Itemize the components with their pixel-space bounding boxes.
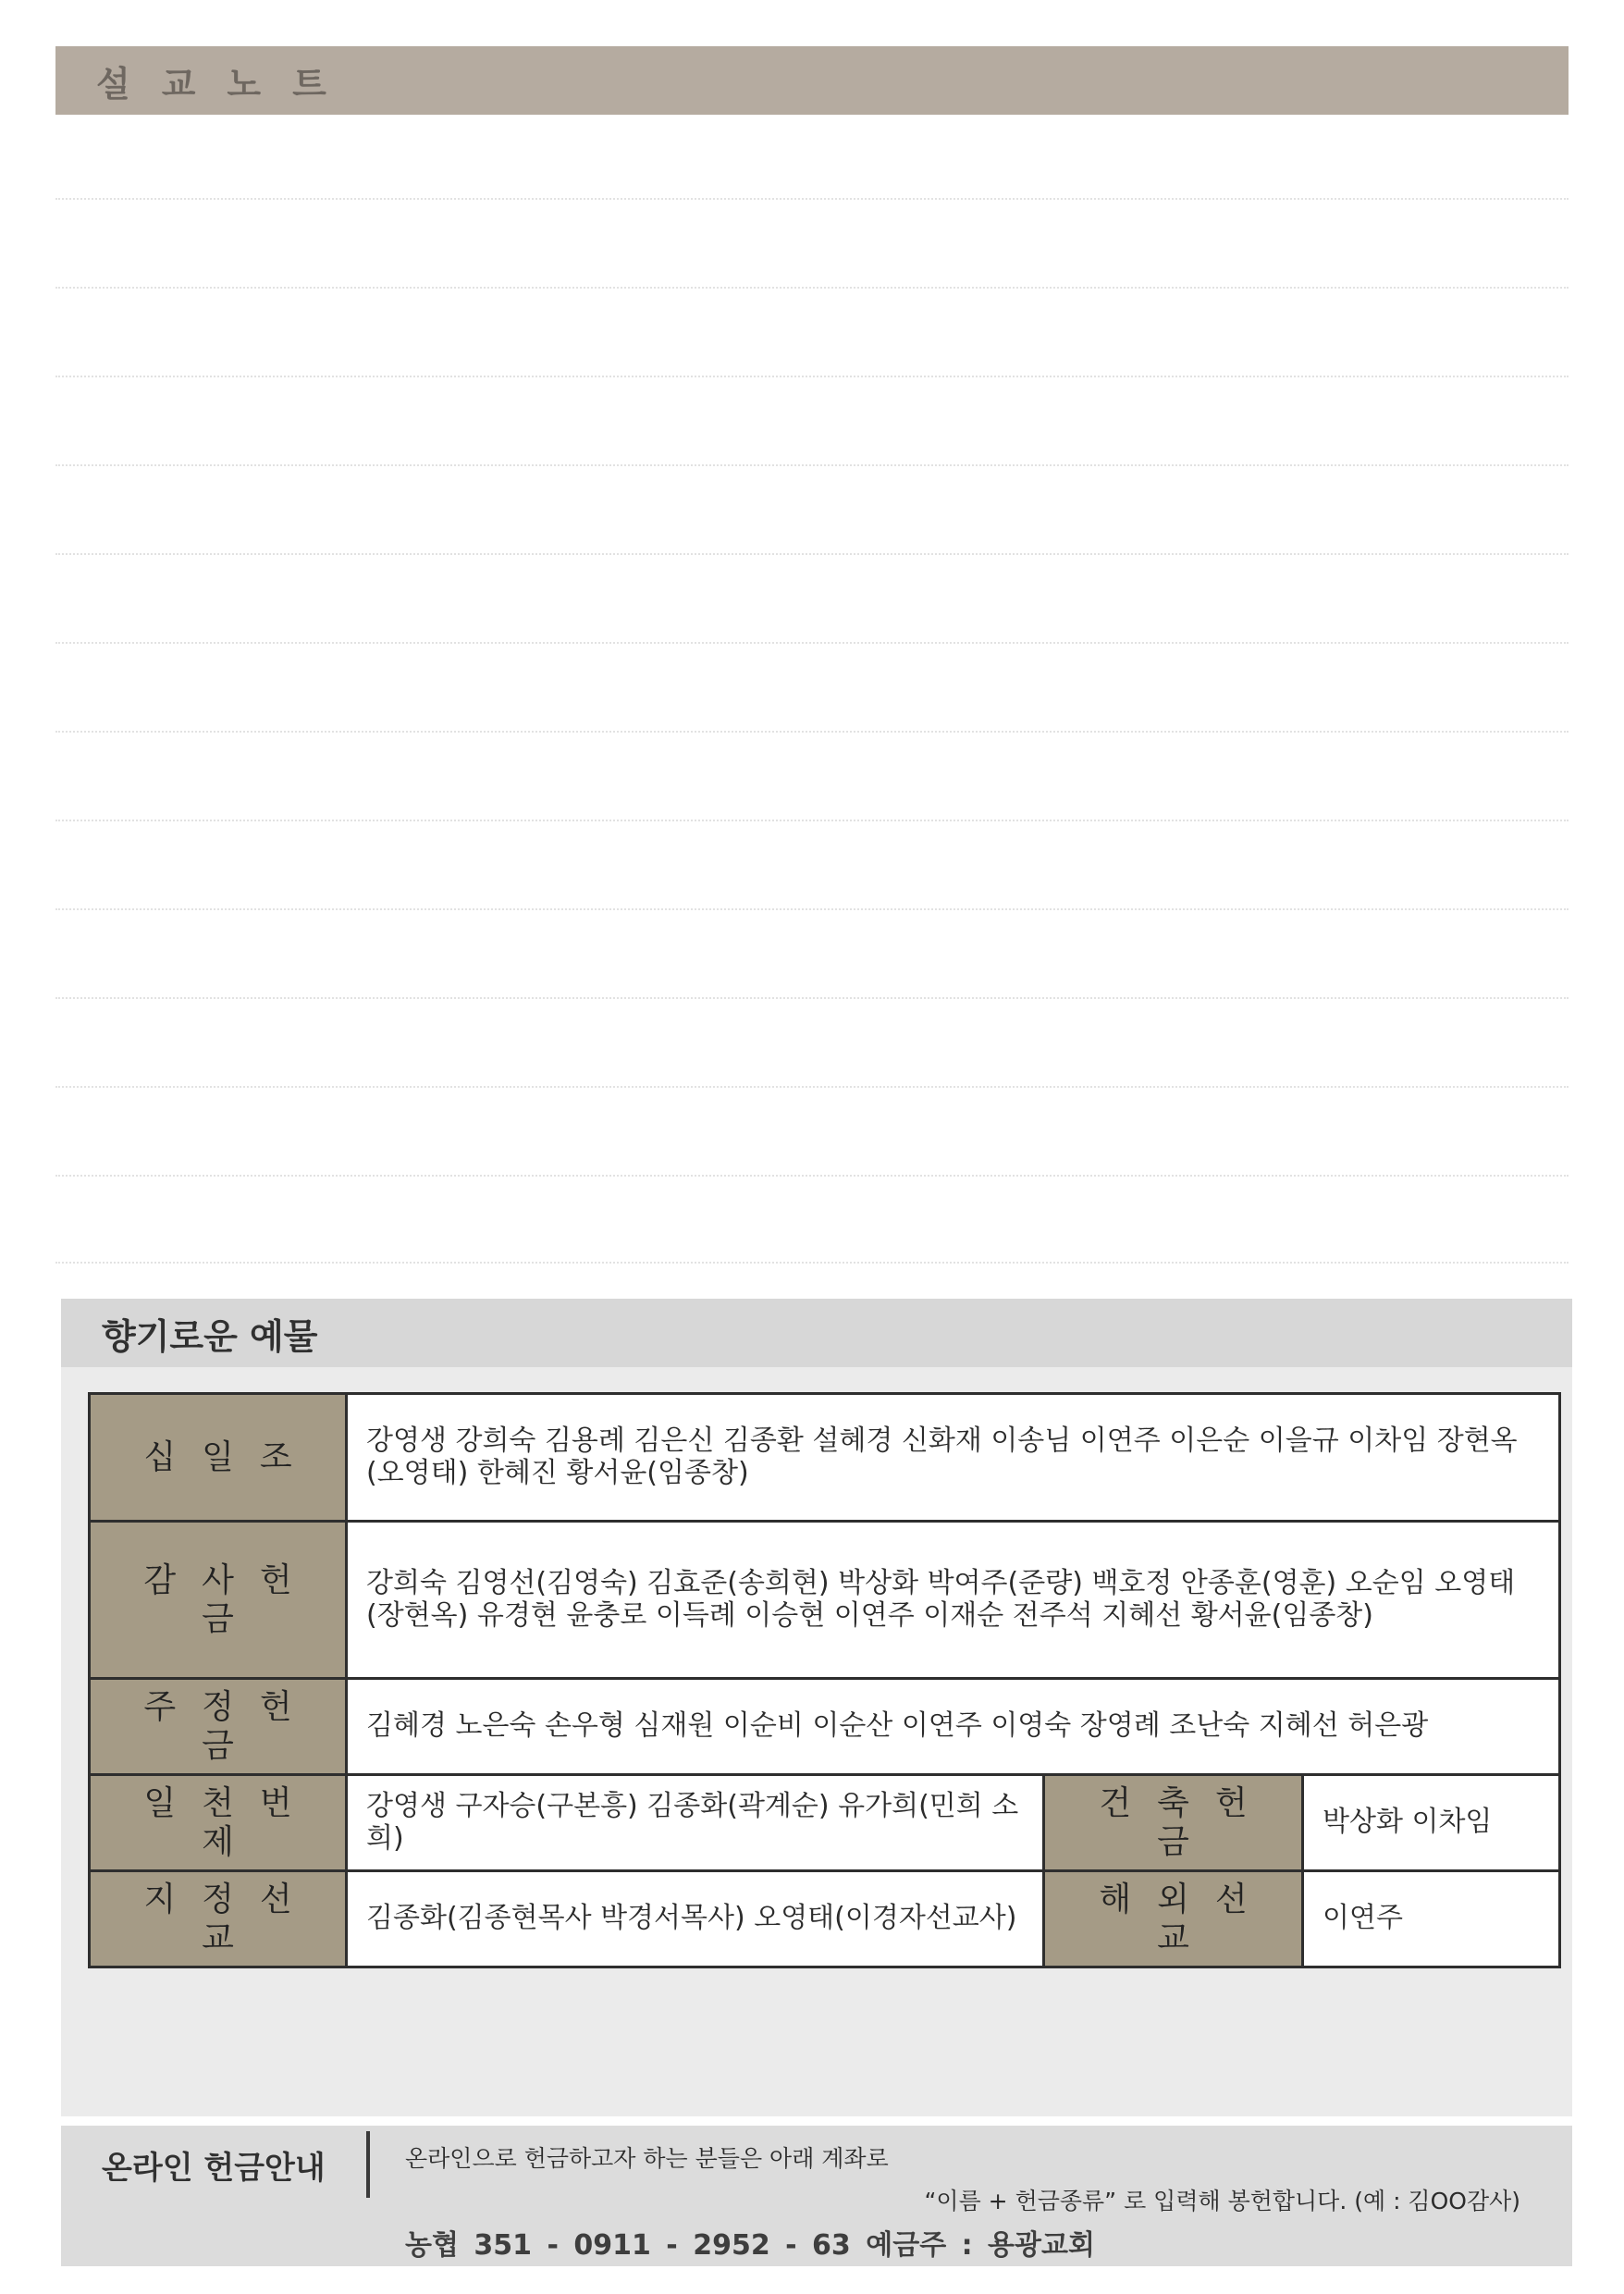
offering-title: 향기로운 예물: [102, 1315, 318, 1357]
table-row: [90, 1871, 1560, 1967]
online-giving-label: 온라인 헌금안내: [102, 2150, 326, 2187]
table-row: [90, 1394, 1560, 1522]
names-cell: 이연주: [1303, 1871, 1560, 1967]
names-cell: 강희숙 김영선(김영숙) 김효준(송희현) 박상화 박여주(준량) 백호정 안종훈(영훈) 오순임 오영태(장현옥) 유경현 윤충로 이득례 이승현 이연주 이재순 전주석 지혜선 황서윤(임종창): [347, 1522, 1560, 1679]
category-cell: 일천번제: [90, 1775, 347, 1871]
category-cell: 주정헌금: [90, 1679, 347, 1775]
note-line: [55, 464, 1569, 466]
offering-table: [88, 1392, 1561, 1968]
note-line: [55, 642, 1569, 644]
online-giving-example: “이름 + 헌금종류” 로 입력해 봉헌합니다. (예 : 김OO감사): [924, 2188, 1520, 2214]
category-cell: 지정선교: [90, 1871, 347, 1967]
note-line: [55, 553, 1569, 555]
online-giving-instruction: 온라인으로 헌금하고자 하는 분들은 아래 계좌로: [405, 2145, 889, 2172]
category-cell: 해외선교: [1044, 1871, 1303, 1967]
category-cell: 십일조: [90, 1394, 347, 1522]
names-cell: 김종화(김종현목사 박경서목사) 오영태(이경자선교사): [347, 1871, 1044, 1967]
note-line: [55, 287, 1569, 289]
note-line: [55, 198, 1569, 200]
table-row: [90, 1679, 1560, 1775]
sermon-note-lines: [55, 115, 1569, 1271]
names-cell: 박상화 이차임: [1303, 1775, 1560, 1871]
offering-header: [61, 1299, 1572, 1367]
names-cell: 김혜경 노은숙 손우형 심재원 이순비 이순산 이연주 이영숙 장영례 조난숙 지혜선 허은광: [347, 1679, 1560, 1775]
sermon-note-header: [55, 46, 1569, 115]
online-giving-box: [61, 2126, 1572, 2266]
table-row: [90, 1522, 1560, 1679]
note-line: [55, 908, 1569, 910]
note-line: [55, 1262, 1569, 1264]
note-line: [55, 1175, 1569, 1177]
category-cell: 감사헌금: [90, 1522, 347, 1679]
category-cell: 건축헌금: [1044, 1775, 1303, 1871]
note-line: [55, 997, 1569, 999]
table-row: [90, 1775, 1560, 1871]
note-line: [55, 820, 1569, 821]
divider: [366, 2131, 370, 2198]
names-cell: 강영생 강희숙 김용례 김은신 김종환 설혜경 신화재 이송님 이연주 이은순 이을규 이차임 장현옥(오영태) 한혜진 황서윤(임종창): [347, 1394, 1560, 1522]
note-line: [55, 376, 1569, 377]
names-cell: 강영생 구자승(구본흥) 김종화(곽계순) 유가희(민희 소희): [347, 1775, 1044, 1871]
note-line: [55, 1086, 1569, 1088]
bank-account: 농협 351 - 0911 - 2952 - 63 예금주 : 용광교회: [405, 2229, 1095, 2262]
sermon-note-title: 설교노트: [96, 63, 358, 105]
note-line: [55, 731, 1569, 733]
